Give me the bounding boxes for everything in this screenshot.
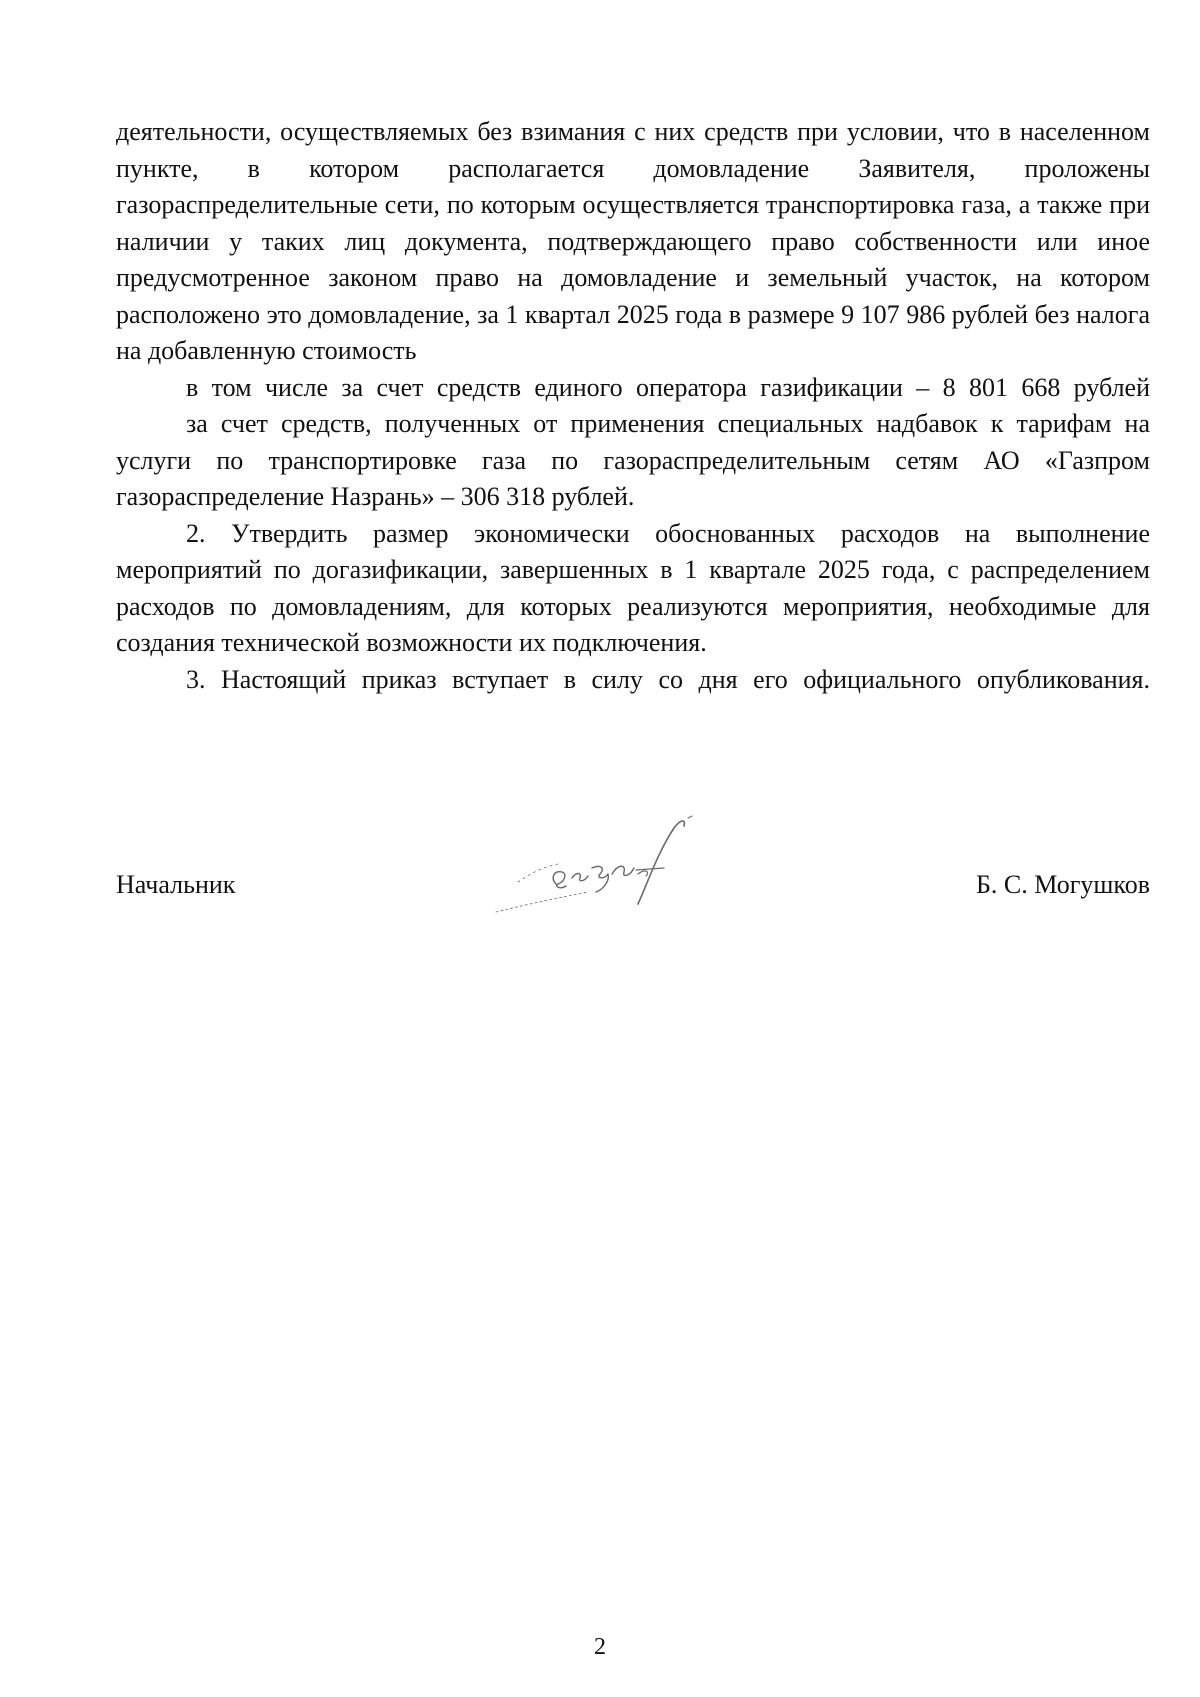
paragraph-continuation: деятельности, осуществляемых без взимания с них средств при условии, что в населенном пункте, в котором располагается домовладение Заявителя, проложены газораспределительные сети, по которым осуществляется транспортировка газа, а также при наличии у таких лиц документа, подтверждающего право собственности или иное предусмотренное законом право на домовладение и земельный участок, на котором расположено это домовладение, за 1 квартал 2025 года в размере 9 107 986 рублей без налога на добавленную стоимость [116, 117, 1150, 365]
page-number: 2 [594, 1634, 606, 1660]
paragraph-item-3: 3. Настоящий приказ вступает в силу со дня его официального опубликования. [186, 664, 1150, 694]
paragraph-operator-funds: в том числе за счет средств единого оператора газификации – 8 801 668 рублей [186, 372, 1150, 402]
signer-position: Начальник [116, 870, 236, 899]
paragraph-item-2: 2. Утвердить размер экономически обоснованных расходов на выполнение мероприятий по догазификации, завершенных в 1 квартале 2025 года, с распределением расходов по домовладениям, для которых реализуются мероприятия, необходимые для создания технической возможности их подключения. [116, 518, 1150, 657]
document-body [116, 114, 1150, 698]
handwritten-signature [488, 812, 728, 922]
signer-name: Б. С. Могушков [975, 870, 1150, 899]
paragraph-tariff-funds: за счет средств, полученных от применения специальных надбавок к тарифам на услуги по транспортировке газа по газораспределительным сетям АО «Газпром газораспределение Назрань» – 306 318 рублей. [116, 409, 1150, 511]
